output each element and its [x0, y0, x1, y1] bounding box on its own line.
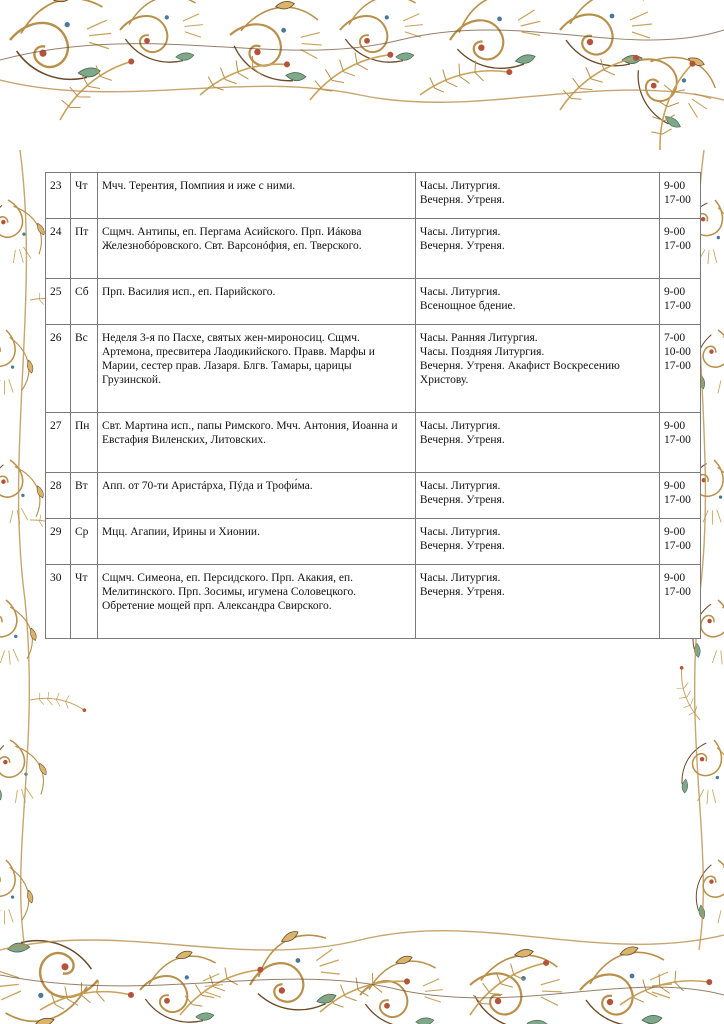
services: [415, 279, 659, 325]
weekday: Ср: [70, 519, 97, 565]
service-times: [660, 565, 701, 639]
time-line: 17-00: [664, 540, 691, 552]
time-line: 7-00: [664, 332, 686, 344]
service-times: [660, 279, 701, 325]
time-line: 9-00: [664, 286, 686, 298]
service-line: Вечерня. Утреня.: [419, 540, 505, 552]
service-line: Часы. Литургия.: [419, 526, 501, 538]
service-line: Вечерня. Утреня.: [419, 586, 505, 598]
weekday: Чт: [70, 173, 97, 219]
day-number: 27: [46, 413, 71, 473]
service-line: Всенощное бдение.: [419, 300, 516, 312]
time-line: 9-00: [664, 526, 686, 538]
service-times: [660, 173, 701, 219]
service-line: Часы. Литургия.: [419, 226, 501, 238]
saints-commemoration: Неделя 3-я по Пасхе, святых жен-мироносиц. Сщмч. Артемона, пресвитера Лаодикийского. Правв. Марфы и Марии, сестер прав. Лазаря. Блгв. Тамары, царицы Грузинской.: [97, 325, 415, 413]
service-line: Вечерня. Утреня. Акафист Воскресению Христову.: [419, 360, 620, 386]
time-line: 17-00: [664, 360, 691, 372]
time-line: 17-00: [664, 194, 691, 206]
service-line: Часы. Ранняя Литургия.: [419, 332, 538, 344]
time-line: 17-00: [664, 434, 691, 446]
service-line: Вечерня. Утреня.: [419, 494, 505, 506]
service-line: Вечерня. Утреня.: [419, 434, 505, 446]
time-line: 9-00: [664, 180, 686, 192]
service-line: Вечерня. Утреня.: [419, 240, 505, 252]
table-row: [46, 325, 701, 413]
saints-commemoration: Свт. Мартина исп., папы Римского. Мчч. Антония, Иоанна и Евстафия Виленских, Литовских.: [97, 413, 415, 473]
weekday: Пт: [70, 219, 97, 279]
saints-commemoration: Мчч. Терентия, Помпиия и иже с ними.: [97, 173, 415, 219]
service-times: [660, 473, 701, 519]
table-row: [46, 519, 701, 565]
saints-commemoration: Апп. от 70-ти Аристáрха, Пýда и Трофи́ма.: [97, 473, 415, 519]
table-row: [46, 565, 701, 639]
day-number: 25: [46, 279, 71, 325]
saints-commemoration: Прп. Василия исп., еп. Парийского.: [97, 279, 415, 325]
weekday: Чт: [70, 565, 97, 639]
weekday: Пн: [70, 413, 97, 473]
services: [415, 565, 659, 639]
time-line: 9-00: [664, 420, 686, 432]
service-times: [660, 519, 701, 565]
table-row: [46, 219, 701, 279]
services: [415, 219, 659, 279]
time-line: 9-00: [664, 226, 686, 238]
day-number: 30: [46, 565, 71, 639]
time-line: 17-00: [664, 240, 691, 252]
service-times: [660, 325, 701, 413]
weekday: Сб: [70, 279, 97, 325]
service-line: Часы. Поздняя Литургия.: [419, 346, 545, 358]
service-line: Часы. Литургия.: [419, 286, 501, 298]
services: [415, 173, 659, 219]
service-line: Часы. Литургия.: [419, 480, 501, 492]
time-line: 9-00: [664, 572, 686, 584]
time-line: 17-00: [664, 300, 691, 312]
services: [415, 413, 659, 473]
table-row: [46, 173, 701, 219]
schedule-table: [45, 172, 701, 639]
day-number: 23: [46, 173, 71, 219]
services: [415, 473, 659, 519]
table-row: [46, 413, 701, 473]
service-line: Часы. Литургия.: [419, 420, 501, 432]
services: [415, 519, 659, 565]
service-times: [660, 219, 701, 279]
services: [415, 325, 659, 413]
day-number: 28: [46, 473, 71, 519]
weekday: Вс: [70, 325, 97, 413]
service-line: Часы. Литургия.: [419, 180, 501, 192]
service-times: [660, 413, 701, 473]
day-number: 26: [46, 325, 71, 413]
table-row: [46, 279, 701, 325]
table-row: [46, 473, 701, 519]
saints-commemoration: Сщмч. Симеона, еп. Персидского. Прп. Акакия, еп. Мелитинского. Прп. Зосимы, игумена Соловецкого. Обретение мощей прп. Александра Свирского.: [97, 565, 415, 639]
service-line: Вечерня. Утреня.: [419, 194, 505, 206]
day-number: 29: [46, 519, 71, 565]
time-line: 17-00: [664, 586, 691, 598]
day-number: 24: [46, 219, 71, 279]
saints-commemoration: Сщмч. Антипы, еп. Пергама Асийского. Прп. Иáкова Железнобóровского. Свт. Варсонóфия, еп. Тверского.: [97, 219, 415, 279]
weekday: Вт: [70, 473, 97, 519]
time-line: 9-00: [664, 480, 686, 492]
time-line: 10-00: [664, 346, 691, 358]
saints-commemoration: Мцц. Агапии, Ирины и Хионии.: [97, 519, 415, 565]
service-line: Часы. Литургия.: [419, 572, 501, 584]
time-line: 17-00: [664, 494, 691, 506]
